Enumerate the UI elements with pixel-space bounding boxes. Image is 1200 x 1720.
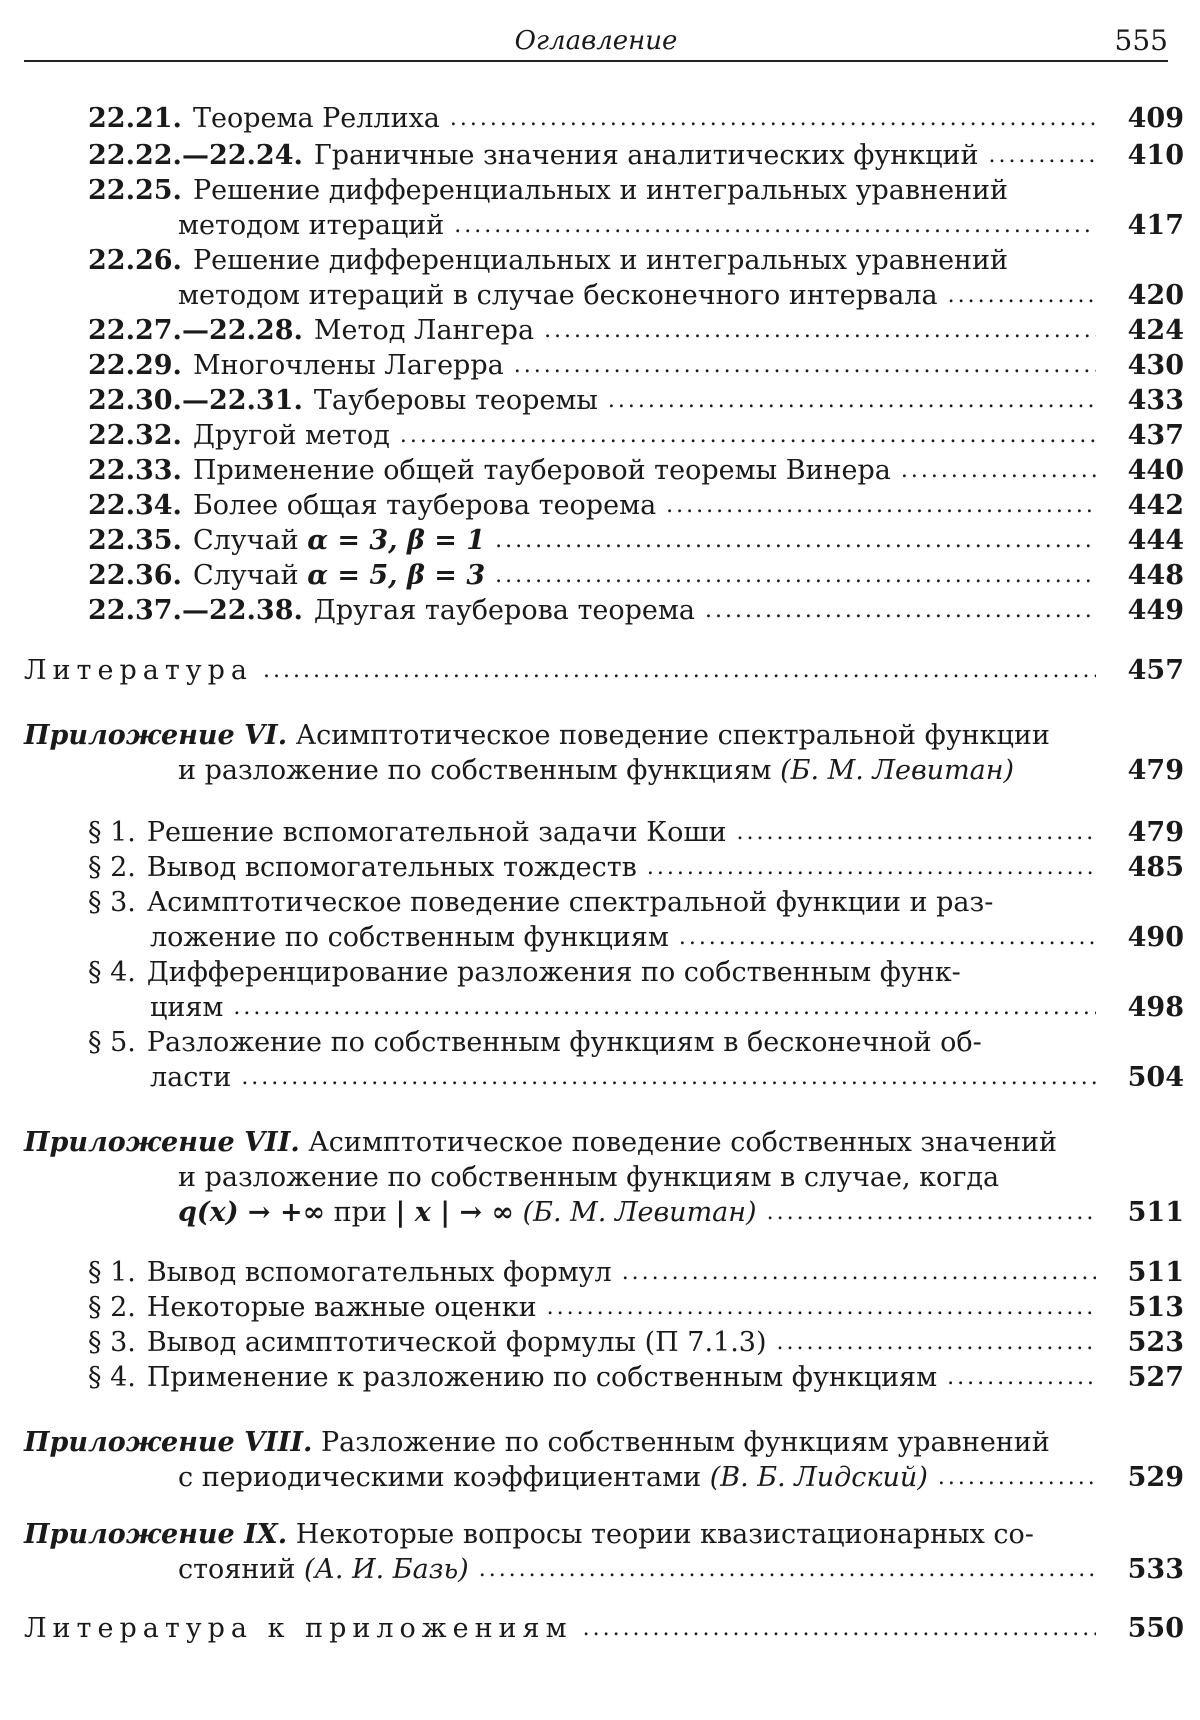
section-title: Вывод асимптотической формулы (П 7.1.3) — [146, 1327, 767, 1358]
appendix-title-line-2: и разложение по собственным функциям в случае, когда — [178, 1162, 1000, 1193]
entry-title: Применение общей тауберовой теоремы Винера — [192, 455, 891, 486]
entry-number: 22.25. — [88, 175, 182, 206]
section-page: 504 — [1127, 1062, 1184, 1093]
entry-page: 424 — [1127, 315, 1184, 346]
dot-leader — [777, 1324, 1096, 1361]
appendix-title-line-2: стояний — [178, 1554, 296, 1585]
running-header — [24, 20, 1168, 62]
section-number: § 2. — [88, 1292, 136, 1323]
dot-leader — [454, 207, 1096, 244]
entry-title: Тауберовы теоремы — [313, 385, 598, 416]
entry-number: 22.32. — [88, 420, 182, 451]
entry-page: 433 — [1127, 385, 1184, 416]
appendix-page: 479 — [1127, 755, 1184, 786]
dot-leader — [450, 100, 1096, 137]
appendix-label: Приложение VII. — [24, 1127, 300, 1158]
entry-title: Граничные значения аналитических функций — [313, 140, 979, 171]
section-number: § 4. — [88, 957, 136, 988]
section-number: § 5. — [88, 1027, 136, 1058]
section-title-line-2: ласти — [150, 1062, 232, 1093]
dot-leader — [622, 1254, 1096, 1291]
dot-leader — [705, 592, 1096, 629]
entry-page: 440 — [1127, 455, 1184, 486]
entry-title: Случай — [192, 560, 299, 591]
section-title: Вывод вспомогательных формул — [146, 1257, 612, 1288]
entry-title-line-1: Решение дифференциальных и интегральных уравнений — [192, 175, 1009, 206]
section-page: 485 — [1127, 852, 1184, 883]
entry-formula: α = 5, β = 3 — [307, 560, 486, 591]
section-title: Некоторые важные оценки — [146, 1292, 537, 1323]
entry-title-line-1: Решение дифференциальных и интегральных уравнений — [192, 245, 1009, 276]
dot-leader — [901, 452, 1096, 489]
entry-title: Другой метод — [192, 420, 390, 451]
section-page: 479 — [1127, 817, 1184, 848]
entry-number: 22.26. — [88, 245, 182, 276]
running-title: Оглавление — [514, 26, 678, 56]
entry-page: 437 — [1127, 420, 1184, 451]
section-page: 527 — [1127, 1362, 1184, 1393]
dot-leader — [241, 1059, 1096, 1096]
appendix-title-line-1: Асимптотическое поведение спектральной функции — [295, 720, 1050, 751]
dot-leader — [495, 557, 1096, 594]
literature-page: 457 — [1127, 655, 1184, 686]
page-number: 555 — [1114, 24, 1168, 57]
entry-number: 22.21. — [88, 103, 182, 134]
appendix-page: 533 — [1127, 1554, 1184, 1585]
section-title-line-2: циям — [150, 992, 224, 1023]
dot-leader — [547, 1289, 1096, 1326]
appendix-title-line-3: при — [333, 1197, 387, 1228]
dot-leader — [400, 417, 1096, 454]
appendix-page: 511 — [1127, 1197, 1184, 1228]
entry-number: 22.29. — [88, 350, 182, 381]
dot-leader — [988, 137, 1096, 174]
section-number: § 2. — [88, 852, 136, 883]
entry-title-line-2: методом итераций — [178, 210, 445, 241]
entry-title: Случай — [192, 525, 299, 556]
section-page: 490 — [1127, 922, 1184, 953]
entry-title-line-2: методом итераций в случае бесконечного интервала — [178, 280, 938, 311]
entry-number: 22.27.—22.28. — [88, 315, 303, 346]
section-title-line-1: Дифференцирование разложения по собственным функ- — [146, 957, 961, 988]
appendix-author: (Б. М. Левитан) — [780, 755, 1015, 786]
entry-title: Другая тауберова теорема — [313, 595, 695, 626]
section-title: Вывод вспомогательных тождеств — [146, 852, 637, 883]
dot-leader — [938, 1459, 1096, 1496]
entry-number: 22.36. — [88, 560, 182, 591]
section-number: § 1. — [88, 1257, 136, 1288]
appendix-title-line-1: Некоторые вопросы теории квазистационарных со- — [295, 1519, 1034, 1550]
entry-page: 442 — [1127, 490, 1184, 521]
appendix-title-line-2: и разложение по собственным функциям — [178, 755, 772, 786]
appendix-label: Приложение IX. — [24, 1519, 288, 1550]
literature-title: Литература — [24, 655, 254, 686]
literature-appendices-title: Литература к приложениям — [24, 1613, 573, 1644]
entry-page: 444 — [1127, 525, 1184, 556]
entry-number: 22.37.—22.38. — [88, 595, 303, 626]
appendix-title-line-1: Асимптотическое поведение собственных значений — [308, 1127, 1058, 1158]
entry-page: 410 — [1127, 140, 1184, 171]
section-title-line-2: ложение по собственным функциям — [150, 922, 669, 953]
appendix-formula-1: q(x) → +∞ — [178, 1197, 326, 1228]
entry-number: 22.35. — [88, 525, 182, 556]
appendix-label: Приложение VIII. — [24, 1427, 313, 1458]
entry-formula: α = 3, β = 1 — [307, 525, 486, 556]
section-number: § 3. — [88, 1327, 136, 1358]
appendix-title-line-1: Разложение по собственным функциям уравнений — [320, 1427, 1050, 1458]
section-number: § 3. — [88, 887, 136, 918]
entry-title: Более общая тауберова теорема — [192, 490, 657, 521]
appendix-author: (А. И. Базь) — [303, 1554, 469, 1585]
appendix-label: Приложение VI. — [24, 720, 288, 751]
dot-leader — [948, 277, 1096, 314]
dot-leader — [666, 487, 1096, 524]
entry-number: 22.30.—22.31. — [88, 385, 303, 416]
section-page: 498 — [1127, 992, 1184, 1023]
section-number: § 4. — [88, 1362, 136, 1393]
appendix-formula-2: | x | → ∞ — [395, 1197, 515, 1228]
section-title-line-1: Разложение по собственным функциям в бесконечной об- — [146, 1027, 982, 1058]
dot-leader — [233, 989, 1096, 1026]
entry-page: 420 — [1127, 280, 1184, 311]
entry-page: 417 — [1127, 210, 1184, 241]
dot-leader — [544, 312, 1096, 349]
appendix-page: 529 — [1127, 1462, 1184, 1493]
section-title: Решение вспомогательной задачи Коши — [146, 817, 727, 848]
entry-title: Теорема Реллиха — [192, 103, 440, 134]
dot-leader — [737, 814, 1096, 851]
section-number: § 1. — [88, 817, 136, 848]
dot-leader — [767, 1194, 1096, 1231]
entry-number: 22.22.—22.24. — [88, 140, 303, 171]
dot-leader — [608, 382, 1096, 419]
section-title: Применение к разложению по собственным функциям — [146, 1362, 938, 1393]
dot-leader — [947, 1359, 1096, 1396]
entry-page: 409 — [1127, 103, 1184, 134]
entry-page: 430 — [1127, 350, 1184, 381]
dot-leader — [479, 1551, 1096, 1588]
entry-number: 22.34. — [88, 490, 182, 521]
appendix-author: (В. Б. Лидский) — [709, 1462, 928, 1493]
entry-title: Метод Лангера — [313, 315, 535, 346]
section-title-line-1: Асимптотическое поведение спектральной функции и раз- — [146, 887, 994, 918]
entry-number: 22.33. — [88, 455, 182, 486]
section-page: 523 — [1127, 1327, 1184, 1358]
appendix-title-line-2: с периодическими коэффициентами — [178, 1462, 702, 1493]
dot-leader — [647, 849, 1096, 886]
literature-appendices-page: 550 — [1127, 1613, 1184, 1644]
dot-leader — [514, 347, 1096, 384]
appendix-author: (Б. М. Левитан) — [522, 1197, 757, 1228]
dot-leader — [495, 522, 1096, 559]
section-page: 511 — [1127, 1257, 1184, 1288]
dot-leader — [263, 652, 1096, 689]
dot-leader — [679, 919, 1096, 956]
entry-page: 448 — [1127, 560, 1184, 591]
dot-leader — [583, 1610, 1096, 1647]
section-page: 513 — [1127, 1292, 1184, 1323]
entry-page: 449 — [1127, 595, 1184, 626]
entry-title: Многочлены Лагерра — [192, 350, 504, 381]
